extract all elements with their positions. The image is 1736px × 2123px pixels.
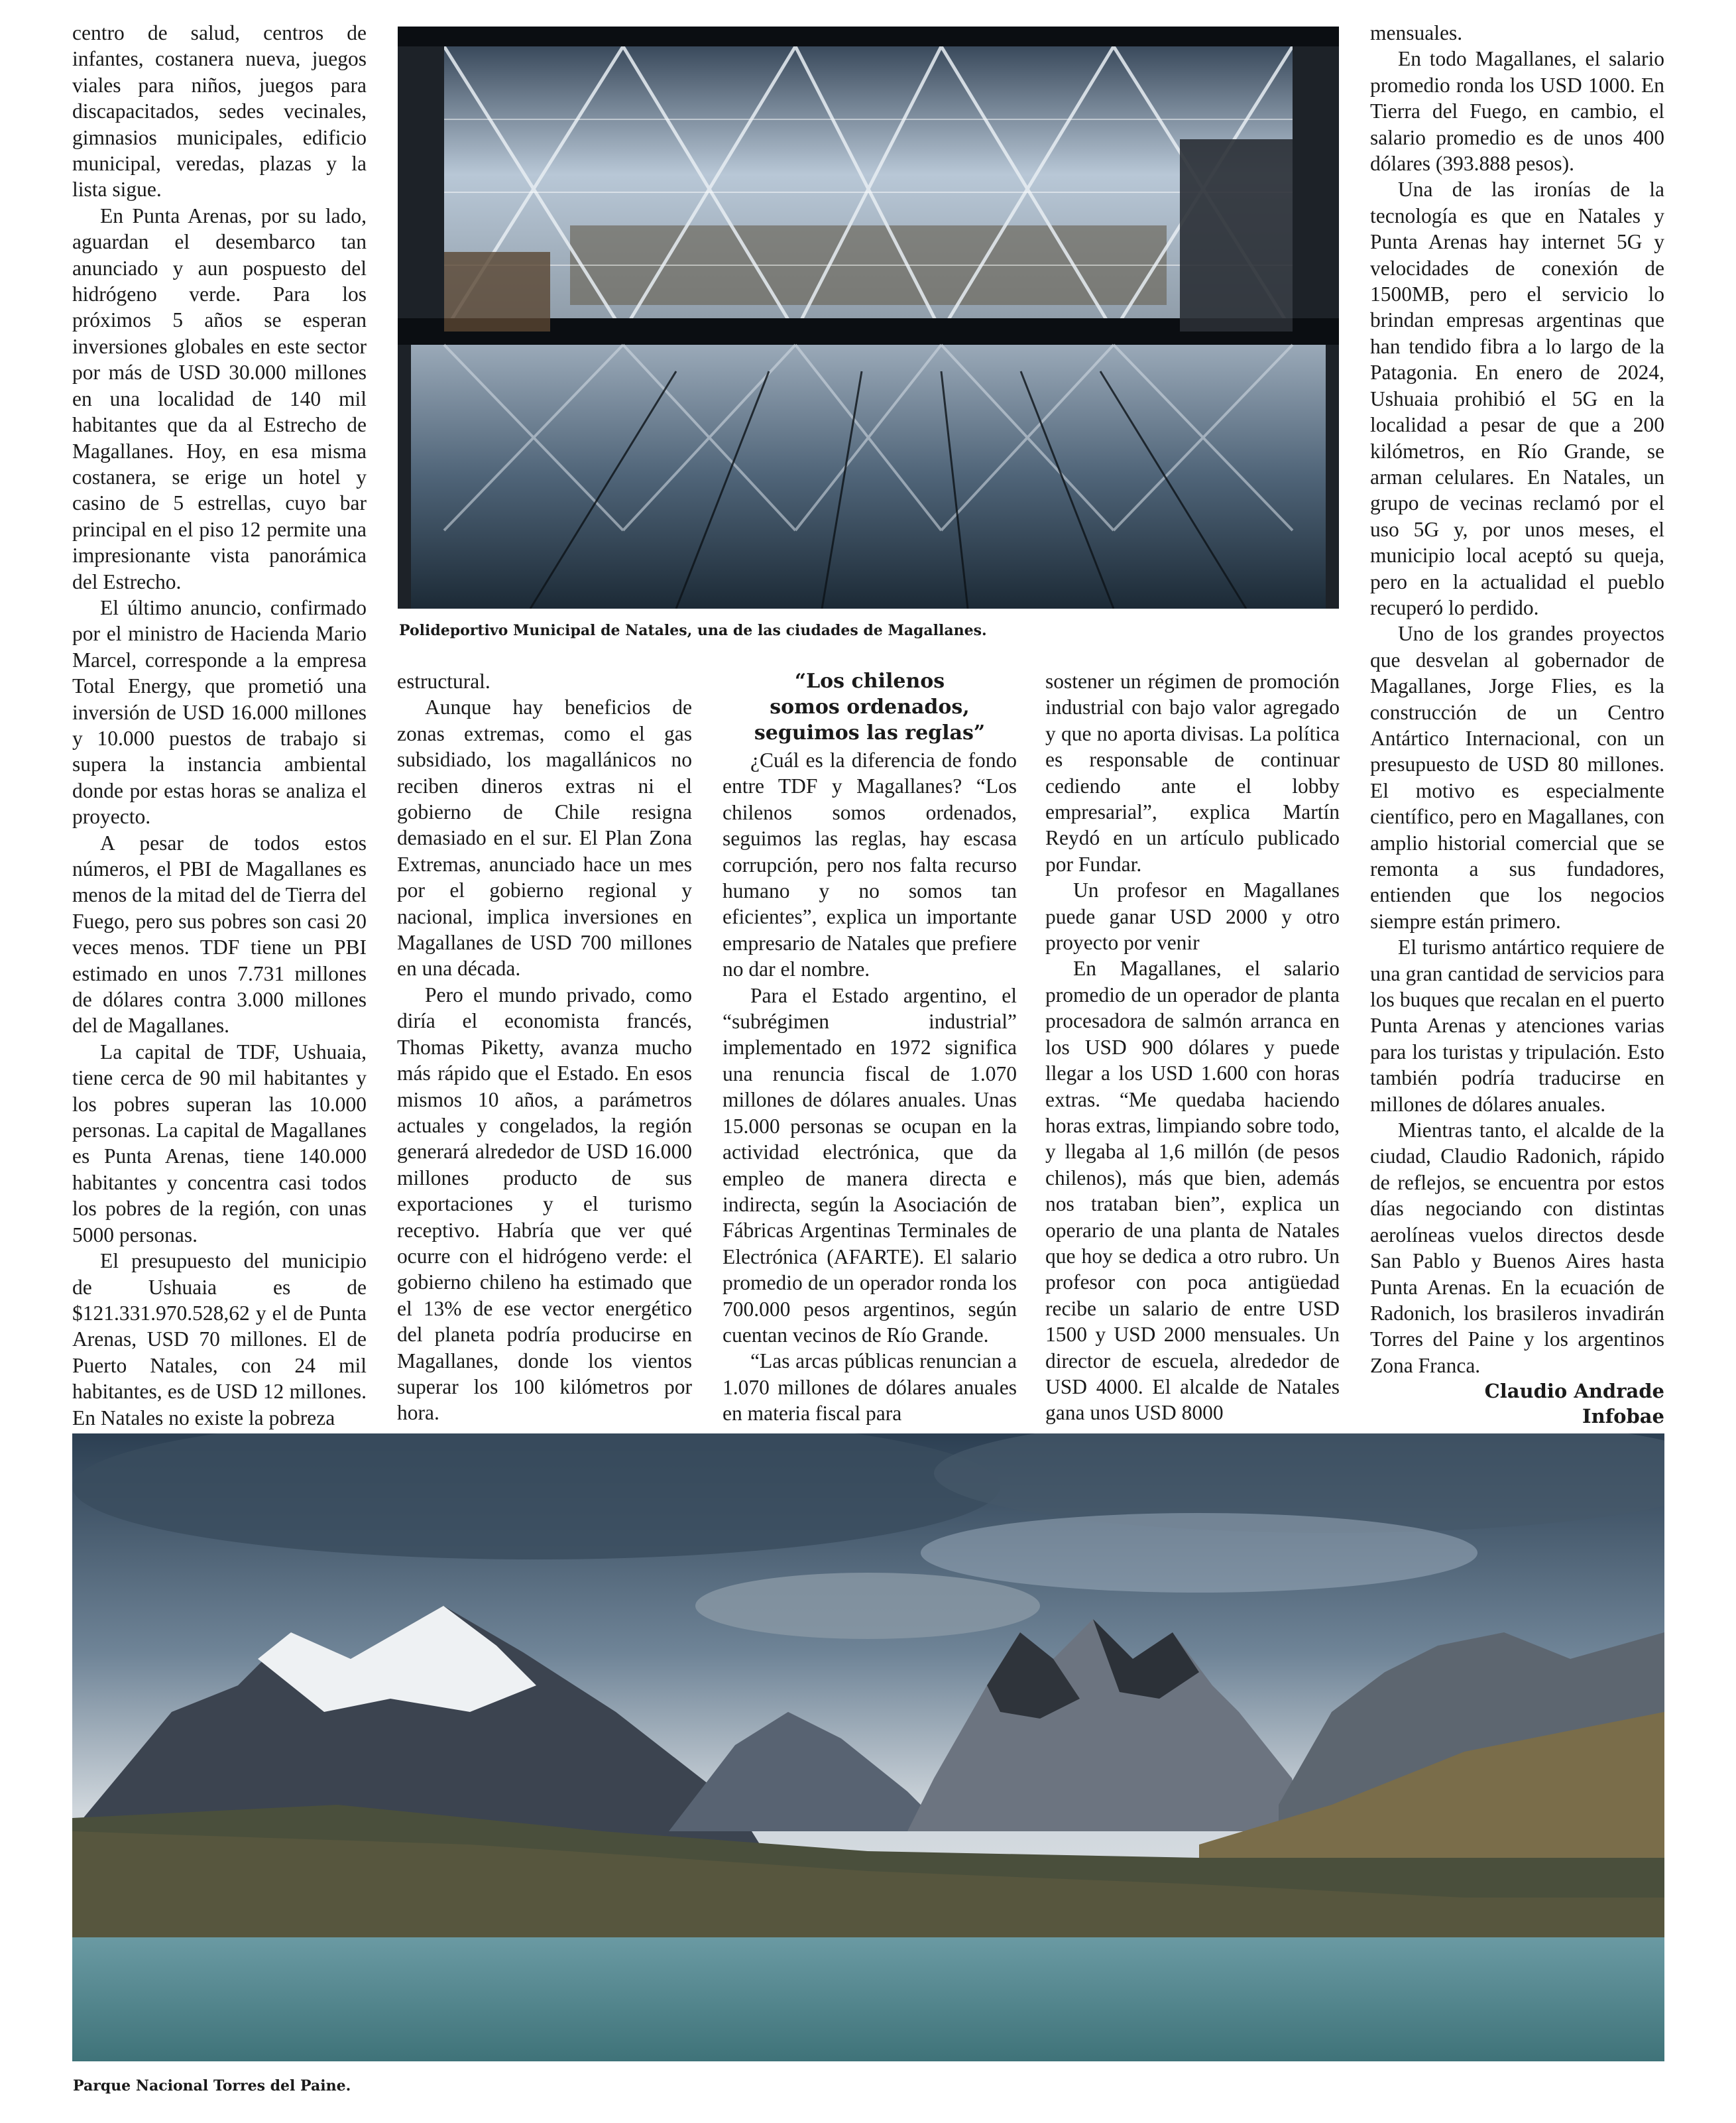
pool-photo	[398, 27, 1339, 609]
author-name: Claudio Andrade	[1484, 1380, 1664, 1403]
outlet-name: Infobae	[1582, 1405, 1664, 1428]
col3-paragraph: “Las arcas públicas renuncian a 1.070 millones de dólares anuales en materia fiscal para	[723, 1349, 1017, 1425]
byline	[1370, 1378, 1664, 1429]
col5-paragraph: Mientras tanto, el alcalde de la ciudad, Claudio Radonich, rápido de reflejos, se encuentra por estos días negociando con distintas aerolíneas vuelos directos desde San Pablo y Buenos Aires hasta Punta Arenas. En la ecuación de Radonich, los brasileros invadirán Torres del Paine y los argentinos Zona Franca.	[1370, 1119, 1664, 1377]
article-column-1	[72, 20, 367, 1431]
subheading-line: somos ordenados,	[770, 696, 970, 719]
col5-paragraph: mensuales.	[1370, 21, 1463, 44]
col5-paragraph: En todo Magallanes, el salario promedio ronda los USD 1000. En Tierra del Fuego, en cambio, el salario promedio es de unos 400 dólares (393.888 pesos).	[1370, 47, 1664, 176]
subheading-line: seguimos las reglas”	[754, 721, 986, 745]
park-photo-caption: Parque Nacional Torres del Paine.	[73, 2077, 351, 2094]
col2-paragraph: Aunque hay beneficios de zonas extremas, como el gas subsidiado, los magallánicos no reciben dineros extras ni el gobierno de Chile resigna demasiado en el sur. El Plan Zona Extremas, anunciado hace un mes por el gobierno regional y nacional, implica inversiones en Magallanes de USD 700 millones en una década.	[397, 696, 692, 981]
col5-paragraph: Uno de los grandes proyectos que desvelan al gobernador de Magallanes, Jorge Flies, es la construcción de un Centro Antártico Internacional, con un presupuesto de USD 80 millones. El motivo es especialmente científico, pero en Magallanes, con amplio historial comercial que se remonta a sus fundadores, entienden que los negocios siempre están primero.	[1370, 622, 1664, 933]
col3-paragraph: ¿Cuál es la diferencia de fondo entre TDF y Magallanes? “Los chilenos somos ordenados, seguimos las reglas, hay escasa corrupción, pero nos falta recurso humano y no somos tan eficientes”, explica un importante empresario de Natales que prefiere no dar el nombre.	[723, 749, 1017, 981]
col1-paragraph: En Punta Arenas, por su lado, aguardan el desembarco tan anunciado y aun pospuesto del hidrógeno verde. Para los próximos 5 años se esperan inversiones globales en este sector por más de USD 30.000 millones en una localidad de 140 mil habitantes que da al Estrecho de Magallanes. Hoy, en esa misma costanera, se erige un hotel y casino de 5 estrellas, cuyo bar principal en el piso 12 permite una impresionante vista panorámica del Estrecho.	[72, 204, 367, 593]
subheading	[723, 668, 1017, 746]
col2-paragraph: estructural.	[397, 670, 491, 693]
col4-paragraph: Un profesor en Magallanes puede ganar USD 2000 y otro proyecto por venir	[1045, 879, 1340, 955]
col1-paragraph: A pesar de todos estos números, el PBI de Magallanes es menos de la mitad del de Tierra del Fuego, pero sus pobres son casi 20 veces menos. TDF tiene un PBI estimado en unos 7.731 millones de dólares contra 3.000 millones del de Magallanes.	[72, 831, 367, 1038]
pool-photo-illustration	[398, 27, 1339, 609]
col1-paragraph: La capital de TDF, Ushuaia, tiene cerca de 90 mil habitantes y los pobres superan las 10.000 personas. La capital de Magallanes es Punta Arenas, tiene 140.000 habitantes y concentra casi todos los pobres de la región, con unas 5000 personas.	[72, 1040, 367, 1246]
park-photo-illustration	[72, 1433, 1664, 2061]
article-column-4	[1045, 668, 1340, 1426]
article-column-3	[723, 668, 1017, 1427]
col5-paragraph: El turismo antártico requiere de una gran cantidad de servicios para los buques que recalan en el puerto Punta Arenas y atenciones varias para los turistas y tripulación. Esto también podría traducirse en millones de dólares anuales.	[1370, 936, 1664, 1116]
pool-photo-caption	[399, 621, 1340, 640]
pool-caption-bold: Polideportivo Municipal de Natales	[399, 622, 687, 639]
col1-paragraph: centro de salud, centros de infantes, costanera nueva, juegos viales para niños, juegos para discapacitados, sedes vecinales, gimnasios municipales, edificio municipal, veredas, plazas y la lista sigue.	[72, 21, 367, 202]
pool-caption-rest: , una de las ciudades de Magallanes.	[687, 622, 987, 639]
col2-paragraph: Pero el mundo privado, como diría el economista francés, Thomas Piketty, avanza mucho más rápido que el Estado. En esos mismos 10 años, a parámetros actuales y congelados, la región generará alrededor de USD 16.000 millones producto de sus exportaciones y el turismo receptivo. Habría que ver qué ocurre con el hidrógeno verde: el gobierno chileno ha estimado que el 13% de ese vector energético del planeta podría producirse en Magallanes, donde los vientos superar los 100 kilómetros por hora.	[397, 983, 692, 1425]
col1-paragraph: El último anuncio, confirmado por el ministro de Hacienda Mario Marcel, corresponde a la empresa Total Energy, que prometió una inversión de USD 16.000 millones y 10.000 puestos de trabajo si supera la instancia ambiental donde por estas horas se analiza el proyecto.	[72, 595, 367, 829]
col4-paragraph: sostener un régimen de promoción industrial con bajo valor agregado y que no aporta divisas. La política es responsable de continuar cediendo ante el lobby empresarial”, explica Martín Reydó en un artículo publicado por Fundar.	[1045, 670, 1340, 876]
col4-paragraph: En Magallanes, el salario promedio de un operador de planta procesadora de salmón arranca en los USD 900 dólares y puede llegar a los USD 1.600 con horas extras. “Me quedaba haciendo horas extras, limpiando sobre todo, y llegaba al 1,6 millón (de pesos chilenos), más que bien, además nos trataban bien”, explica un operario de una planta de Natales que hoy se dedica a otro rubro. Un profesor con poca antigüedad recibe un salario de entre USD 1500 y USD 2000 mensuales. Un director de escuela, alrededor de USD 4000. El alcalde de Natales gana unos USD 8000	[1045, 957, 1340, 1425]
article-column-2	[397, 668, 692, 1426]
article-column-5	[1370, 20, 1664, 1429]
col1-paragraph: El presupuesto del municipio de Ushuaia es de $121.331.970.528,62 y el de Punta Arenas, USD 70 millones. El de Puerto Natales, con 24 mil habitantes, es de USD 12 millones. En Natales no existe la pobreza	[72, 1249, 367, 1429]
col3-paragraph: Para el Estado argentino, el “subrégimen industrial” implementado en 1972 significa una renuncia fiscal de 1.070 millones de dólares anuales. Unas 15.000 personas se ocupan en la actividad electrónica, que da empleo de manera directa e indirecta, según la Asociación de Fábricas Argentinas Terminales de Electrónica (AFARTE). El salario promedio de un operador ronda los 700.000 pesos argentinos, según cuentan vecinos de Río Grande.	[723, 983, 1017, 1347]
subheading-line: “Los chilenos	[794, 670, 945, 693]
park-photo	[72, 1433, 1664, 2061]
col5-paragraph: Una de las ironías de la tecnología es que en Natales y Punta Arenas hay internet 5G y velocidades de conexión de 1500MB, pero el servicio lo brindan empresas argentinas que han tendido fibra a lo largo de la Patagonia. En enero de 2024, Ushuaia prohibió el 5G en la localidad a pesar de que a 200 kilómetros, en Río Grande, se arman celulares. En Natales, un grupo de vecinas reclamó por el uso 5G y, por unos meses, el municipio local aceptó su queja, pero en la actualidad el pueblo recuperó lo perdido.	[1370, 178, 1664, 619]
